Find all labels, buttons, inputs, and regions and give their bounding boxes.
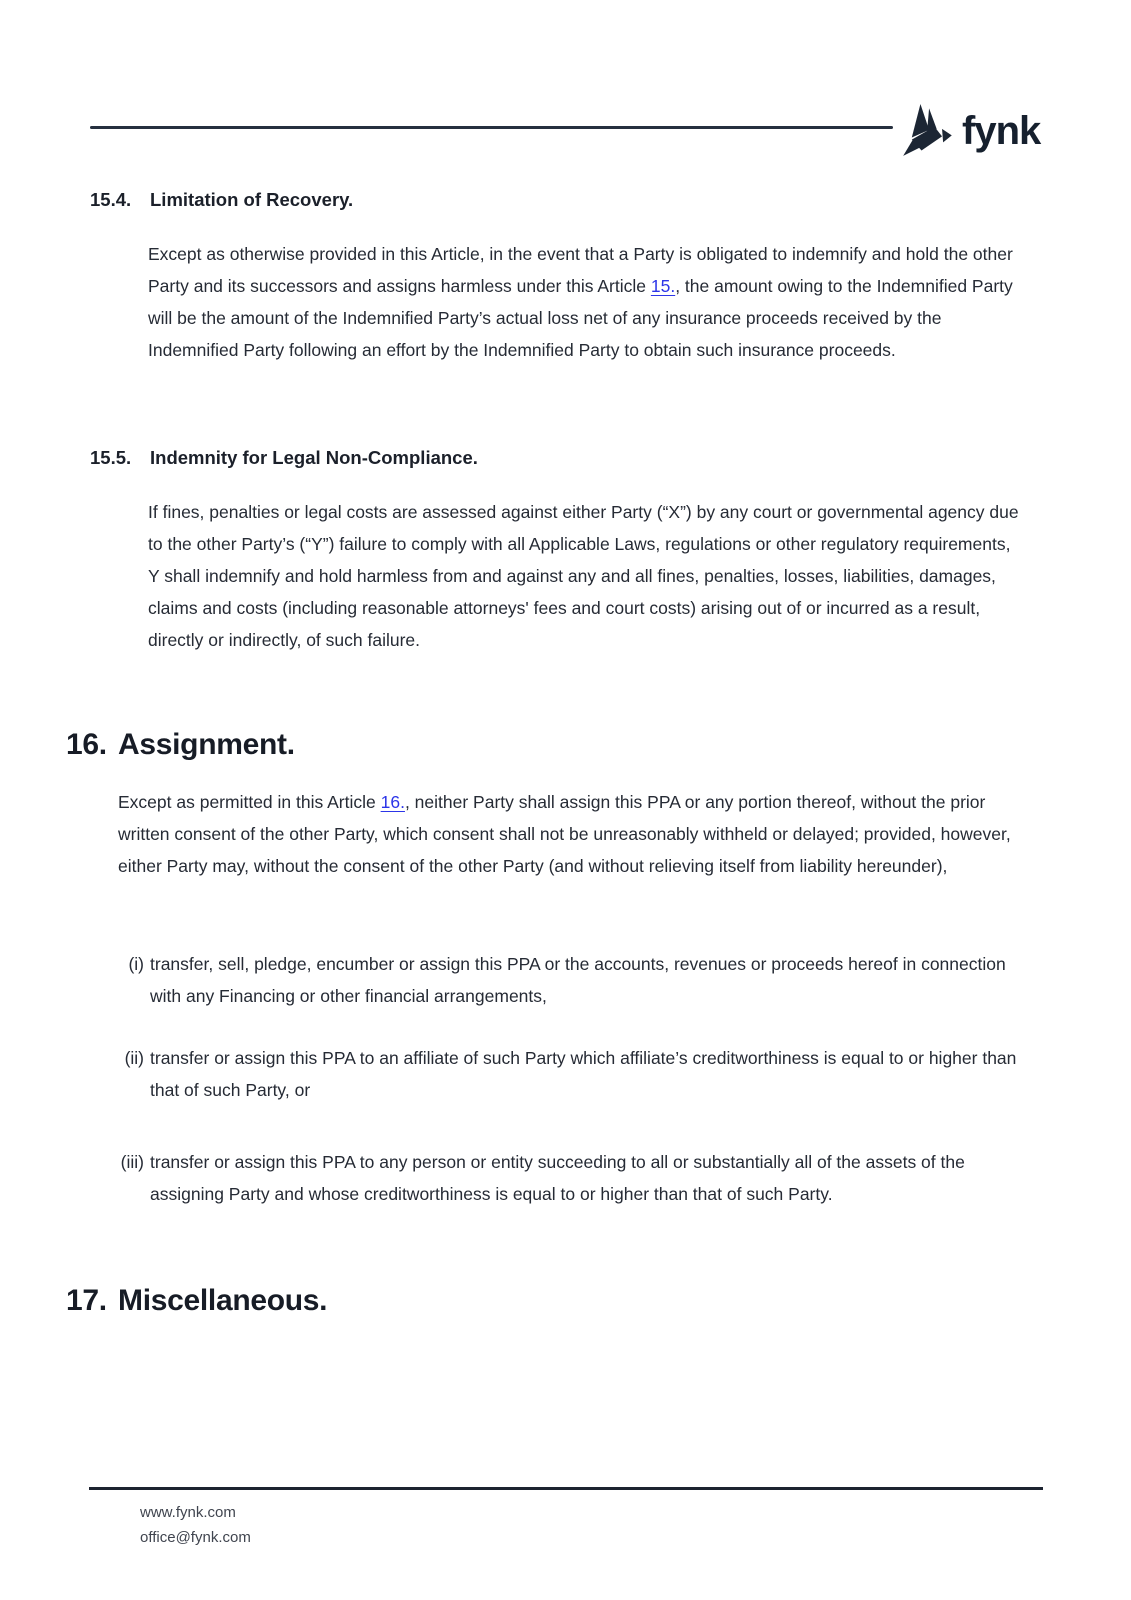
article-16-link[interactable]: 16. <box>380 792 405 812</box>
paragraph-15-5: If fines, penalties or legal costs are assessed against either Party (“X”) by any court or governmental agency due to the other Party’s (“Y”) failure to comply with all Applicable Laws, regulations or other regulatory requirements, Y shall indemnify and hold harmless from and against any and all fines, penalties, losses, liabilities, damages, claims and costs (including reasonable attorneys' fees and court costs) arising out of or incurred as a result, directly or indirectly, of such failure. <box>148 502 1019 650</box>
heading-16-title: Assignment. <box>118 728 295 761</box>
footer-email: office@fynk.com <box>140 1529 251 1546</box>
heading-17-number: 17. <box>66 1284 107 1317</box>
origami-bird-icon <box>901 100 955 162</box>
heading-15-4-number: 15.4. <box>90 189 132 210</box>
article-15-link[interactable]: 15. <box>650 276 676 296</box>
heading-15-5 <box>90 446 478 470</box>
heading-16 <box>66 726 295 764</box>
paragraph-15-4-text-post: , the amount owing to the Indemnified Party will be the amount of the Indemnified Party’s actual loss net of any insurance proceeds received by the Indemnified Party following an effort by the Indemnified Party to obtain such insurance proceeds. <box>148 276 1013 360</box>
list-item-ii <box>110 1042 1020 1106</box>
heading-15-4-title: Limitation of Recovery. <box>150 189 354 210</box>
list-item-iii-text: transfer or assign this PPA to any person or entity succeeding to all or substantially all of the assets of the assigning Party and whose creditworthiness is equal to or higher than that of such Party. <box>150 1152 965 1204</box>
brand-wordmark: fynk <box>962 109 1041 153</box>
paragraph-16 <box>118 786 1020 882</box>
list-item-iii <box>110 1146 1020 1210</box>
list-item-iii-marker: (iii) <box>120 1152 144 1172</box>
heading-16-number: 16. <box>66 728 107 761</box>
paragraph-16-text-post: , neither Party shall assign this PPA or any portion thereof, without the prior written consent of the other Party, which consent shall not be unreasonably withheld or delayed; provided, however, either Party may, without the consent of the other Party (and without relieving itself from liability hereunder), <box>118 792 1011 876</box>
brand-logo <box>901 100 1040 162</box>
heading-15-4 <box>90 188 353 212</box>
footer <box>140 1500 251 1550</box>
heading-17 <box>66 1282 327 1320</box>
list-item-ii-text: transfer or assign this PPA to an affiliate of such Party which affiliate’s creditworthiness is equal to or higher than that of such Party, or <box>150 1048 1017 1100</box>
list-item-i-text: transfer, sell, pledge, encumber or assign this PPA or the accounts, revenues or proceeds hereof in connection with any Financing or other financial arrangements, <box>150 954 1006 1006</box>
heading-17-title: Miscellaneous. <box>118 1284 328 1317</box>
paragraph-15-4 <box>148 238 1020 366</box>
header-divider <box>90 126 893 129</box>
list-item-ii-marker: (ii) <box>124 1048 144 1068</box>
heading-15-5-title: Indemnity for Legal Non-Compliance. <box>150 447 478 468</box>
footer-divider <box>89 1487 1043 1490</box>
heading-15-5-number: 15.5. <box>90 447 132 468</box>
footer-website: www.fynk.com <box>140 1504 236 1521</box>
paragraph-16-text-pre: Except as permitted in this Article <box>118 792 381 812</box>
paragraph-15-4-text-pre: Except as otherwise provided in this Article, in the event that a Party is obligated to indemnify and hold the other Party and its successors and assigns harmless under this Article <box>148 244 1013 296</box>
list-item-i-marker: (i) <box>128 954 144 974</box>
list-item-i <box>110 948 1020 1012</box>
